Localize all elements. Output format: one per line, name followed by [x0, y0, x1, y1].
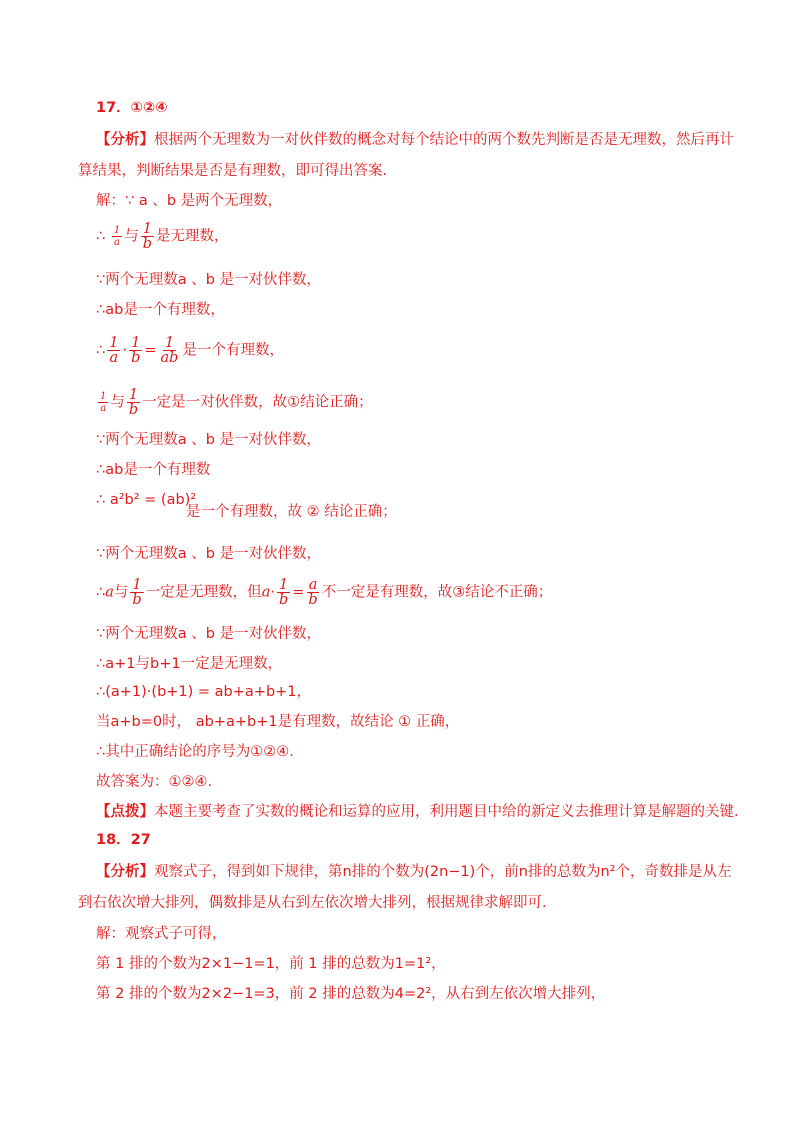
q17-solution-line-14: ∴(a+1)·(b+1) = ab+a+b+1，	[96, 684, 312, 700]
q17-solution-line-3: ∵两个无理数a 、b 是一对伙伴数，	[96, 272, 322, 288]
fraction-1-over-b: $\frac{1}{b}$	[142, 221, 153, 252]
q17-point-line: 【点拨】本题主要考查了实数的概论和运算的应用，利用题目中给的新定义去推理计算是解题的关键.	[96, 804, 739, 820]
q17-solution-line-1: 解：∵ a 、b 是两个无理数，	[96, 193, 283, 209]
q18-solution-line-2: 第 1 排的个数为2×1−1=1，前 1 排的总数为1=1²，	[96, 956, 446, 972]
q17-solution-line-10: ∵两个无理数a 、b 是一对伙伴数，	[96, 546, 322, 562]
q17-solution-line-6: $\frac{1}{a}$ 与 $\frac{1}{b}$ 一定是一对伙伴数，故①结论正确；	[100, 387, 373, 418]
fraction-1-over-a: $\frac{1}{a}$	[113, 225, 121, 248]
q17-solution-line-7: ∵两个无理数a 、b 是一对伙伴数，	[96, 432, 322, 448]
q17-solution-line-4: ∴ab是一个有理数，	[96, 302, 225, 318]
q17-solution-line-9b: 是一个有理数，故 ② 结论正确；	[186, 504, 397, 520]
q17-analysis-line-2: 算结果，判断结果是否是有理数，即可得出答案.	[78, 163, 388, 179]
q17-solution-line-17: 故答案为：①②④.	[96, 774, 213, 790]
question-18-header: 18．27	[96, 832, 151, 848]
q17-solution-line-2: ∴ $\frac{1}{a}$ 与 $\frac{1}{b}$ 是无理数，	[96, 221, 229, 252]
q17-solution-line-16: ∴其中正确结论的序号为①②④.	[96, 744, 294, 760]
analysis-tag: 【分析】	[96, 132, 154, 148]
q17-solution-line-5: ∴ $\frac{1}{a}$ · $\frac{1}{b}$ = $\frac{1}{ab}$ 是一个有理数，	[96, 335, 284, 366]
q17-solution-line-8: ∴ab是一个有理数	[96, 462, 211, 478]
q18-solution-line-1: 解：观察式子可得，	[96, 926, 227, 942]
q17-solution-line-12: ∵两个无理数a 、b 是一对伙伴数，	[96, 626, 322, 642]
q17-solution-line-13: ∴a+1与b+1一定是无理数，	[96, 656, 283, 672]
q18-analysis-line-2: 到右依次增大排列，偶数排是从右到左依次增大排列，根据规律求解即可.	[78, 895, 547, 911]
q17-solution-line-11: ∴a与 $\frac{1}{b}$ 一定是无理数，但a· $\frac{1}{b}$ = $\frac{a}{b}$ 不一定是有理数，故③结论不正确；	[96, 577, 553, 608]
q17-solution-line-15: 当a+b=0时， ab+a+b+1是有理数，故结论 ① 正确，	[96, 714, 460, 730]
q18-solution-line-3: 第 2 排的个数为2×2−1=3，前 2 排的总数为4=2²，从右到左依次增大排列，	[96, 986, 606, 1002]
q17-solution-line-9a: ∴ a²b² = (ab)²	[96, 492, 197, 508]
question-17-header: 17．①②④	[96, 100, 168, 116]
q17-analysis-line-1: 【分析】根据两个无理数为一对伙伴数的概念对每个结论中的两个数先判断是否是无理数，然后再计	[96, 132, 734, 148]
analysis-tag: 【分析】	[96, 864, 154, 880]
point-tag: 【点拨】	[96, 804, 154, 820]
q18-analysis-line-1: 【分析】观察式子，得到如下规律，第n排的个数为(2n−1)个，前n排的总数为n²个，奇数排是从左	[96, 864, 732, 880]
